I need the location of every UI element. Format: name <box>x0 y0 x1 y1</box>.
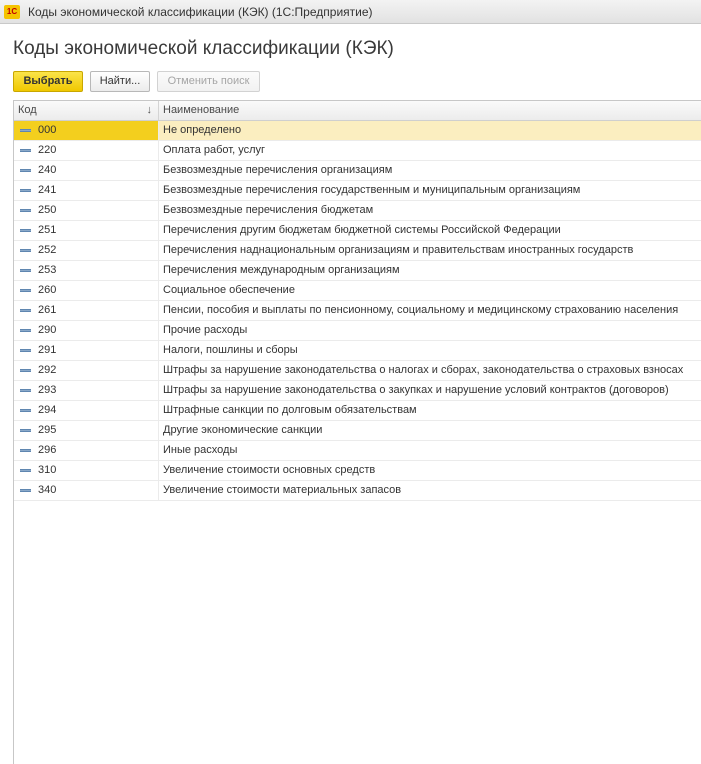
sort-descending-icon: ↓ <box>146 104 152 116</box>
cell-name: Прочие расходы <box>163 324 248 336</box>
catalog-item-icon <box>20 289 31 292</box>
find-button[interactable]: Найти... <box>90 71 150 92</box>
column-header-code-label: Код <box>18 104 37 116</box>
cell-name: Увеличение стоимости материальных запасов <box>163 484 402 496</box>
code-value: 290 <box>38 324 57 336</box>
column-header-code[interactable] <box>14 101 159 120</box>
code-value: 241 <box>38 184 57 196</box>
cell-name: Безвозмездные перечисления организациям <box>163 164 393 176</box>
catalog-item-icon <box>20 169 31 172</box>
cell-name: Безвозмездные перечисления бюджетам <box>163 204 374 216</box>
table-row[interactable] <box>14 281 701 301</box>
code-value: 340 <box>38 484 57 496</box>
catalog-item-icon <box>20 369 31 372</box>
cell-name: Штрафы за нарушение законодательства о закупках и нарушение условий контрактов (договоров) <box>163 384 669 396</box>
code-value: 291 <box>38 344 57 356</box>
catalog-item-icon <box>20 249 31 252</box>
table-row[interactable] <box>14 381 701 401</box>
cell-name: Перечисления другим бюджетам бюджетной системы Российской Федерации <box>163 224 561 236</box>
cell-code <box>14 421 159 440</box>
cell-code <box>14 121 159 140</box>
code-value: 240 <box>38 164 57 176</box>
cell-name: Перечисления наднациональным организациям и правительствам иностранных государств <box>163 244 634 256</box>
window-title: Коды экономической классификации (КЭК) (1С:Предприятие) <box>28 4 373 19</box>
table-row[interactable] <box>14 421 701 441</box>
cell-code <box>14 481 159 500</box>
cell-code <box>14 221 159 240</box>
catalog-item-icon <box>20 449 31 452</box>
table-row[interactable] <box>14 481 701 501</box>
table-header <box>14 101 701 121</box>
catalog-item-icon <box>20 189 31 192</box>
cell-code <box>14 301 159 320</box>
cell-name: Пенсии, пособия и выплаты по пенсионному, социальному и медицинскому страхованию населения <box>163 304 679 316</box>
code-value: 251 <box>38 224 57 236</box>
cell-code <box>14 461 159 480</box>
table-row[interactable] <box>14 201 701 221</box>
cell-code <box>14 181 159 200</box>
catalog-item-icon <box>20 469 31 472</box>
cell-name: Штрафы за нарушение законодательства о налогах и сборах, законодательства о страховых взносах <box>163 364 684 376</box>
cell-name: Увеличение стоимости основных средств <box>163 464 376 476</box>
cell-code <box>14 201 159 220</box>
table-body <box>14 121 701 501</box>
catalog-item-icon <box>20 329 31 332</box>
toolbar <box>13 70 701 92</box>
table-row[interactable] <box>14 161 701 181</box>
catalog-item-icon <box>20 489 31 492</box>
cell-code <box>14 381 159 400</box>
title-bar <box>0 0 701 24</box>
table-row[interactable] <box>14 121 701 141</box>
catalog-item-icon <box>20 389 31 392</box>
catalog-item-icon <box>20 149 31 152</box>
cell-name: Социальное обеспечение <box>163 284 295 296</box>
table-row[interactable] <box>14 141 701 161</box>
cell-name: Налоги, пошлины и сборы <box>163 344 298 356</box>
code-value: 293 <box>38 384 57 396</box>
cell-name: Безвозмездные перечисления государственным и муниципальным организациям <box>163 184 581 196</box>
code-value: 310 <box>38 464 57 476</box>
cell-name: Другие экономические санкции <box>163 424 323 436</box>
catalog-item-icon <box>20 409 31 412</box>
catalog-item-icon <box>20 129 31 132</box>
code-value: 252 <box>38 244 57 256</box>
code-value: 253 <box>38 264 57 276</box>
table-row[interactable] <box>14 461 701 481</box>
cell-code <box>14 281 159 300</box>
code-value: 294 <box>38 404 57 416</box>
cell-code <box>14 321 159 340</box>
cell-code <box>14 401 159 420</box>
catalog-item-icon <box>20 309 31 312</box>
cell-name: Перечисления международным организациям <box>163 264 400 276</box>
app-logo-icon: 1С <box>4 5 20 19</box>
table-row[interactable] <box>14 441 701 461</box>
code-value: 000 <box>38 124 57 136</box>
cell-name: Оплата работ, услуг <box>163 144 266 156</box>
cell-code <box>14 441 159 460</box>
column-header-name[interactable] <box>159 101 701 120</box>
table-row[interactable] <box>14 301 701 321</box>
table-row[interactable] <box>14 401 701 421</box>
table-row[interactable] <box>14 341 701 361</box>
catalog-item-icon <box>20 209 31 212</box>
table-row[interactable] <box>14 261 701 281</box>
table-row[interactable] <box>14 181 701 201</box>
select-button[interactable]: Выбрать <box>13 71 83 92</box>
table-row[interactable] <box>14 241 701 261</box>
catalog-item-icon <box>20 429 31 432</box>
cell-name: Не определено <box>159 121 701 140</box>
cell-name: Иные расходы <box>163 444 238 456</box>
cell-code <box>14 341 159 360</box>
page-title: Коды экономической классификации (КЭК) <box>13 38 394 59</box>
cell-code <box>14 361 159 380</box>
table-row[interactable] <box>14 361 701 381</box>
cell-code <box>14 161 159 180</box>
code-value: 292 <box>38 364 57 376</box>
codes-table[interactable] <box>13 100 701 764</box>
column-header-name-label: Наименование <box>163 104 240 116</box>
code-value: 261 <box>38 304 57 316</box>
catalog-item-icon <box>20 349 31 352</box>
table-row[interactable] <box>14 221 701 241</box>
cell-code <box>14 141 159 160</box>
table-row[interactable] <box>14 321 701 341</box>
code-value: 220 <box>38 144 57 156</box>
code-value: 295 <box>38 424 57 436</box>
code-value: 260 <box>38 284 57 296</box>
cell-name: Штрафные санкции по долговым обязательствам <box>163 404 417 416</box>
cell-code <box>14 261 159 280</box>
code-value: 250 <box>38 204 57 216</box>
code-value: 296 <box>38 444 57 456</box>
catalog-item-icon <box>20 269 31 272</box>
cancel-search-button: Отменить поиск <box>157 71 260 92</box>
cell-code <box>14 241 159 260</box>
catalog-item-icon <box>20 229 31 232</box>
